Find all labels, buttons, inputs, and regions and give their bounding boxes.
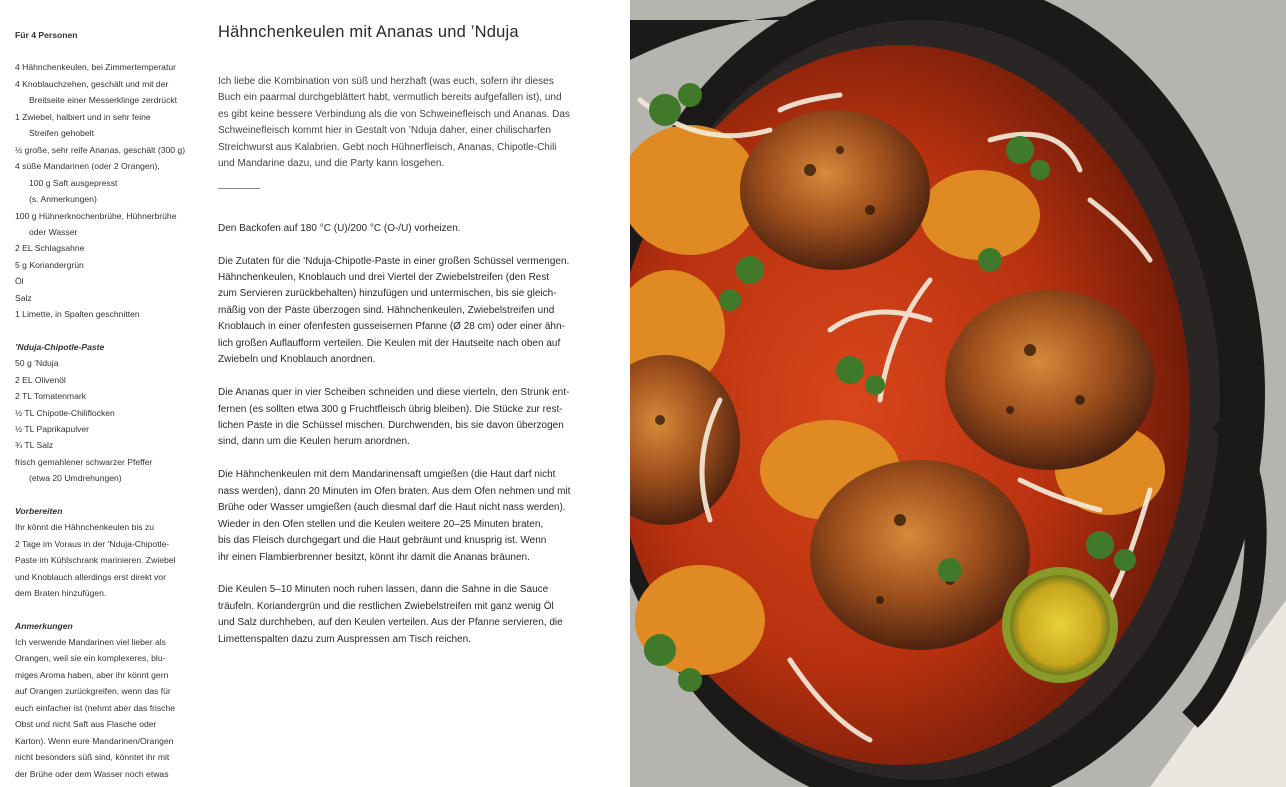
step-line: Den Backofen auf 180 °C (U)/200 °C (O-/U) vorheizen.: [218, 222, 461, 234]
prep-line: und Knoblauch allerdings erst direkt vor: [15, 571, 166, 582]
paste-ingredient-line: ½ TL Chipotle-Chiliflocken: [15, 407, 115, 418]
note-line: der Brühe oder dem Wasser noch etwas: [15, 768, 169, 779]
ingredient-line: (s. Anmerkungen): [29, 194, 97, 205]
recipe-step: [218, 582, 598, 648]
step-line: Die Hähnchenkeulen mit dem Mandarinensaft umgießen (die Haut darf nicht: [218, 469, 556, 481]
paste-heading: ’Nduja-Chipotle-Paste: [15, 341, 105, 352]
ingredient-line: Öl: [15, 276, 24, 287]
dish-photo: [630, 0, 1286, 787]
ingredient-line: 1 Limette, in Spalten geschnitten: [15, 309, 140, 320]
prep-line: Ihr könnt die Hähnchenkeulen bis zu: [15, 522, 155, 533]
recipe-steps: [218, 221, 598, 649]
step-line: ihr einen Flambierbrenner besitzt, könnt ihr damit die Ananas bräunen.: [218, 551, 530, 563]
intro-line: Buch ein paarmal durchgeblättert habt, vermutlich bereits aufgefallen ist), und: [218, 92, 562, 104]
paste-ingredient-list: [15, 355, 190, 487]
paste-ingredient-line: ¾ TL Salz: [15, 440, 54, 451]
note-line: auf Orangen zurückgreifen, wenn das für: [15, 686, 171, 697]
step-line: mäßig von der Paste überzogen sind. Hähnchenkeulen, Zwiebelstreifen und: [218, 304, 555, 316]
note-line: Obst und nicht Saft aus Flasche oder: [15, 719, 157, 730]
step-line: und Salz durchheben, auf den Keulen verteilen. Aus der Pfanne servieren, die: [218, 617, 563, 629]
prep-line: dem Braten hinzufügen.: [15, 588, 107, 599]
ingredient-list: [15, 59, 190, 322]
ingredient-line: 100 g Saft ausgepresst: [29, 177, 118, 188]
intro-line: Ich liebe die Kombination von süß und herzhaft (was euch, sofern ihr dieses: [218, 76, 554, 87]
prep-heading: Vorbereiten: [15, 505, 63, 516]
step-line: lichen Paste in die Schüssel mischen. Durchwenden, bis sie davon überzogen: [218, 420, 564, 432]
ingredient-line: 2 EL Schlagsahne: [15, 243, 85, 254]
ingredient-line: 4 süße Mandarinen (oder 2 Orangen),: [15, 161, 160, 172]
step-line: träufeln. Koriandergrün und die restlichen Zwiebelstreifen mit ganz wenig Öl: [218, 600, 554, 612]
recipe-intro: [218, 74, 598, 173]
step-line: Hähnchenkeulen, Knoblauch und drei Viertel der Zwiebelstreifen (den Rest: [218, 272, 550, 284]
step-line: Limettenspalten dazu zum Auspressen am Tisch reichen.: [218, 633, 471, 645]
ingredient-line: 100 g Hühnerknochenbrühe, Hühnerbrühe: [15, 210, 177, 221]
prep-line: 2 Tage im Voraus in der ’Nduja-Chipotle-: [15, 538, 170, 549]
step-line: lich großen Auflaufform verteilen. Die Keulen mit der Hautseite nach oben auf: [218, 337, 561, 349]
paste-ingredient-line: 50 g ’Nduja: [15, 358, 59, 369]
note-line: nicht besonders süß sind, könntet ihr mit: [15, 752, 170, 763]
step-line: sind, dann um die Keulen herum anordnen.: [218, 436, 410, 448]
ingredient-line: 4 Hähnchenkeulen, bei Zimmertemperatur: [15, 62, 176, 73]
note-line: Orangen, weil sie ein komplexeres, blu-: [15, 653, 166, 664]
ingredient-line: Salz: [15, 292, 32, 303]
note-line: euch einfacher ist (nehmt aber das frische: [15, 702, 176, 713]
ingredient-line: oder Wasser: [29, 226, 78, 237]
step-line: Die Zutaten für die ’Nduja-Chipotle-Paste in einer großen Schüssel vermengen.: [218, 255, 570, 267]
recipe-step: [218, 467, 598, 566]
paste-ingredient-line: frisch gemahlener schwarzer Pfeffer: [15, 456, 153, 467]
dish-illustration: [630, 0, 1286, 787]
section-divider: [218, 188, 260, 189]
recipe-step: [218, 254, 598, 369]
step-line: Brühe oder Wasser umgießen (auch diesmal darf die Haut nicht nass werden).: [218, 502, 566, 514]
intro-line: Streichwurst aus Kalabrien. Gebt noch Hühnerfleisch, Ananas, Chipotle-Chili: [218, 141, 557, 153]
paste-ingredient-line: ½ TL Paprikapulver: [15, 423, 90, 434]
ingredient-line: Breitseite einer Messerklinge zerdrückt: [29, 95, 178, 106]
step-line: zum Servieren zurückbehalten) hinzufügen und untermischen, bis sie gleich-: [218, 288, 557, 300]
intro-line: und Mandarine dazu, und die Party kann losgehen.: [218, 158, 445, 170]
note-line: Karton). Wenn eure Mandarinen/Orangen: [15, 735, 174, 746]
paste-ingredient-line: 2 TL Tomatenmark: [15, 391, 87, 402]
step-line: nass werden), dann 20 Minuten im Ofen braten. Aus dem Ofen nehmen und mit: [218, 485, 571, 497]
ingredient-line: 1 Zwiebel, halbiert und in sehr feine: [15, 111, 151, 122]
step-line: fernen (es sollten etwa 300 g Fruchtfleisch übrig bleiben). Die Stücke zur rest-: [218, 403, 563, 415]
ingredient-line: Streifen gehobelt: [29, 128, 94, 139]
recipe-title: Hähnchenkeulen mit Ananas und ’Nduja: [218, 23, 519, 41]
step-line: Wieder in den Ofen stellen und die Keulen weitere 20–25 Minuten braten,: [218, 518, 544, 530]
step-line: Die Keulen 5–10 Minuten noch ruhen lassen, dann die Sahne in die Sauce: [218, 584, 549, 596]
prep-text: [15, 519, 190, 601]
paste-ingredient-line: 2 EL Olivenöl: [15, 374, 66, 385]
recipe-step: [218, 221, 598, 237]
note-line: Ich verwende Mandarinen viel lieber als: [15, 636, 166, 647]
note-line: miges Aroma haben, aber ihr könnt gern: [15, 669, 169, 680]
ingredient-line: 5 g Koriandergrün: [15, 259, 84, 270]
step-line: Zwiebeln und Knoblauch anordnen.: [218, 354, 376, 366]
intro-line: Schweinefleisch kommt hier in Gestalt von ’Nduja daher, einer chilischarfen: [218, 125, 551, 137]
step-line: bis das Fleisch durchgegart und die Haut gebräunt und knusprig ist. Wenn: [218, 535, 547, 547]
prep-line: Paste im Kühlschrank marinieren. Zwiebel: [15, 555, 176, 566]
ingredients-column: [15, 27, 190, 782]
servings-label: Für 4 Personen: [15, 30, 78, 40]
step-line: Die Ananas quer in vier Scheiben schneiden und diese vierteln, den Strunk ent-: [218, 387, 570, 399]
step-line: Knoblauch in einer ofenfesten gusseisernen Pfanne (Ø 28 cm) oder einer ähn-: [218, 321, 565, 333]
recipe-step: [218, 385, 598, 451]
notes-text: [15, 634, 190, 782]
paste-ingredient-line: (etwa 20 Umdrehungen): [29, 473, 122, 484]
recipe-column: [218, 20, 598, 665]
ingredient-line: ½ große, sehr reife Ananas, geschält (300 g): [15, 144, 186, 155]
intro-line: es gibt keine bessere Verbindung als die von Schweinefleisch und Ananas. Das: [218, 108, 570, 120]
notes-heading: Anmerkungen: [15, 620, 73, 631]
ingredient-line: 4 Knoblauchzehen, geschält und mit der: [15, 78, 169, 89]
